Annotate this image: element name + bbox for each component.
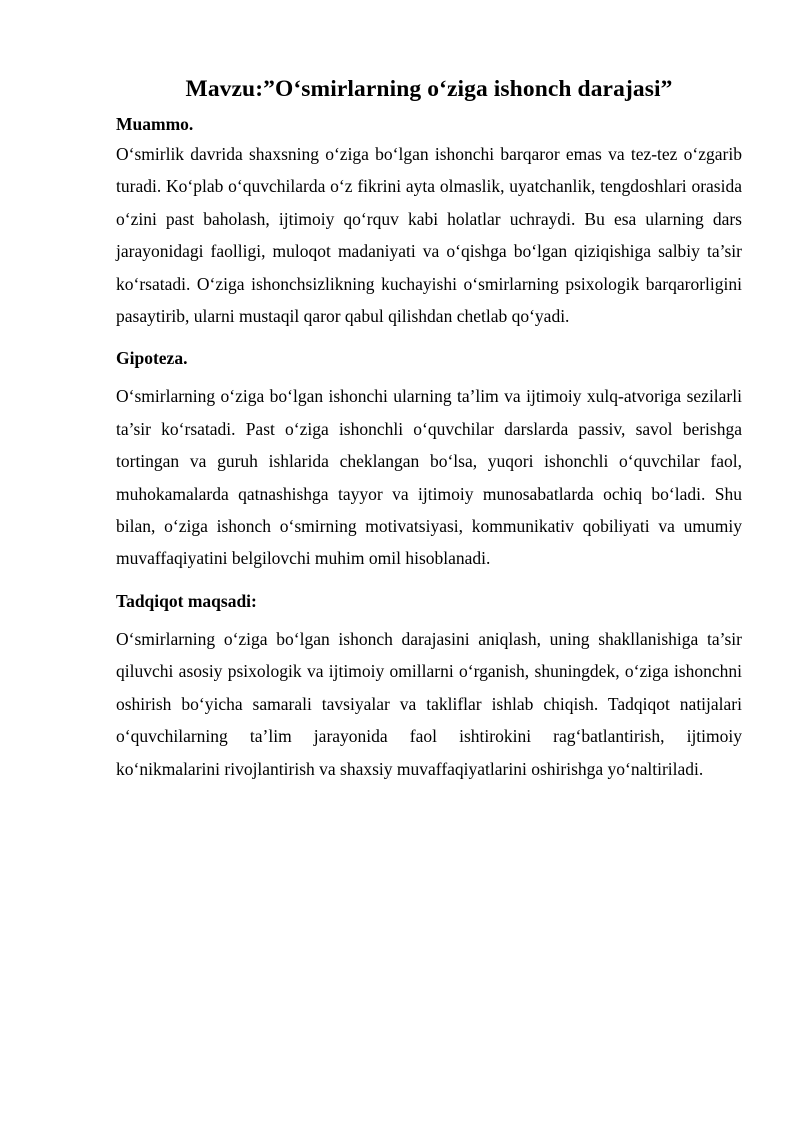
document-title: Mavzu:”O‘smirlarning o‘ziga ishonch darajasi” xyxy=(185,76,673,102)
document-page xyxy=(116,74,742,785)
section-heading-tadqiqot-maqsadi: Tadqiqot maqsadi: xyxy=(116,590,257,611)
section-text-muammo: O‘smirlik davrida shaxsning o‘ziga bo‘lgan ishonchi barqaror emas va tez-tez o‘zgarib turadi. Ko‘plab o‘quvchilarda o‘z fikrini ayta olmaslik, uyatchanlik, tengdoshlari orasida o‘zini past baholash, ijtimoiy qo‘rquv kabi holatlar uchraydi. Bu esa ularning dars jarayonidagi faolligi, muloqot madaniyati va o‘qishga bo‘lgan qiziqishiga salbiy ta’sir ko‘rsatadi. O‘ziga ishonchsizlikning kuchayishi o‘smirlarning psixologik barqarorligini pasaytirib, ularni mustaqil qaror qabul qilishdan chetlab qo‘yadi. xyxy=(116,144,742,327)
section-gipoteza xyxy=(116,346,742,574)
section-text-gipoteza: O‘smirlarning o‘ziga bo‘lgan ishonchi ularning ta’lim va ijtimoiy xulq-atvoriga sezilarli ta’sir ko‘rsatadi. Past o‘ziga ishonchli o‘quvchilar darslarda passiv, savol berishga tortingan va guruh ishlarida cheklangan bo‘lsa, yuqori ishonchli o‘quvchilar faol, muhokamalarda qatnashishga tayyor va ijtimoiy munosabatlarda ochiq bo‘ladi. Shu bilan, o‘ziga ishonch o‘smirning motivatsiyasi, kommunikativ qobiliyati va umumiy muvaffaqiyatini belgilovchi muhim omil hisoblanadi. xyxy=(116,386,742,569)
section-heading-muammo: Muammo. xyxy=(116,114,194,134)
section-muammo xyxy=(116,112,742,332)
section-tadqiqot-maqsadi xyxy=(116,589,742,785)
section-heading-gipoteza: Gipoteza. xyxy=(116,348,188,369)
section-text-tadqiqot-maqsadi: O‘smirlarning o‘ziga bo‘lgan ishonch darajasini aniqlash, uning shakllanishiga ta’sir qiluvchi asosiy psixologik va ijtimoiy omillarni o‘rganish, shuningdek, o‘ziga ishonchni oshirish bo‘yicha samarali tavsiyalar va takliflar ishlab chiqish. Tadqiqot natijalari o‘quvchilarning ta’lim jarayonida faol ishtirokini rag‘batlantirish, ijtimoiy ko‘nikmalarini rivojlantirish va shaxsiy muvaffaqiyatlarini oshirishga yo‘naltiriladi. xyxy=(116,628,742,779)
